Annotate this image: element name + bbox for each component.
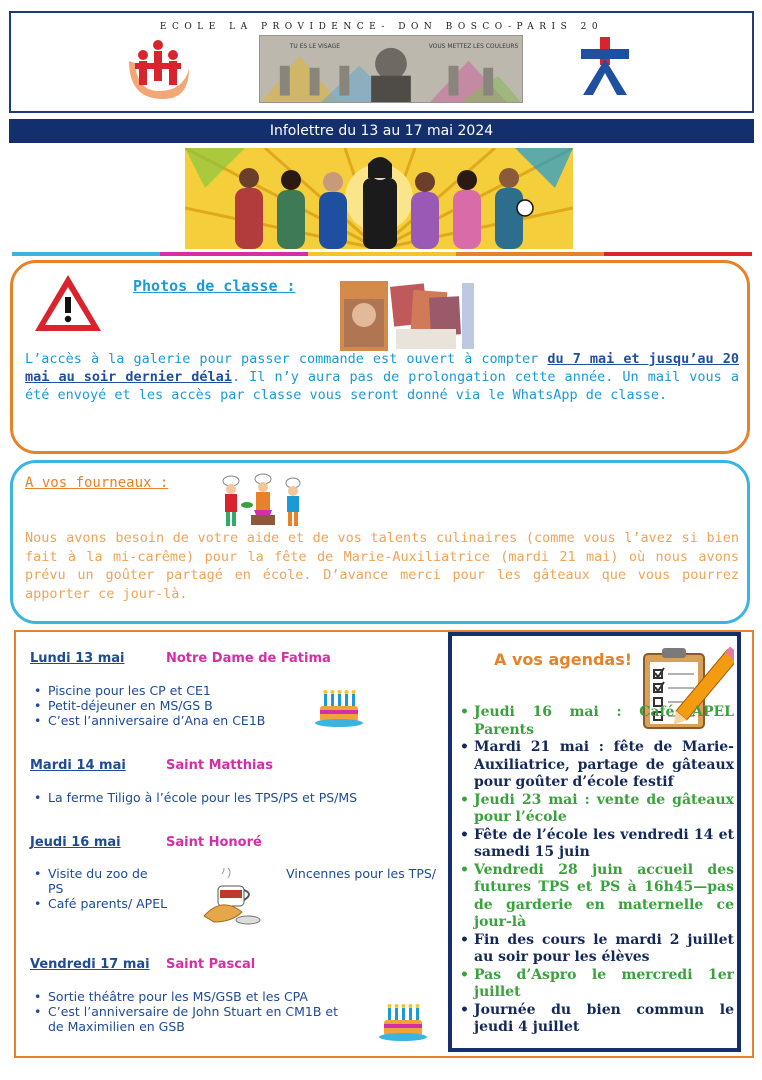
saint-monday: Notre Dame de Fatima bbox=[166, 651, 331, 666]
agenda-title: A vos agendas! bbox=[494, 650, 633, 669]
school-name: ECOLE LA PROVIDENCE- DON BOSCO-PARIS 20 bbox=[159, 22, 604, 32]
list-item: • Sortie théâtre pour les MS/GSB et les CPA bbox=[30, 989, 350, 1004]
week-panel bbox=[14, 630, 754, 1058]
agenda-box bbox=[448, 632, 741, 1052]
day-title-thursday: Jeudi 16 mai bbox=[30, 835, 121, 850]
cooking-text: Nous avons besoin de votre aide et de vos talents culinaires (comme vous l’avez si bien fait à la mi-carême) pour la fête de Marie-Auxiliatrice (mardi 21 mai) où nous avons prévu un goûter partagé en école. D’avance merci pour les gâteaux que vous pourrez apporter ce jour-là. bbox=[25, 530, 739, 602]
zoo-text-cont: PS bbox=[48, 881, 64, 896]
saint-tuesday: Saint Matthias bbox=[166, 758, 273, 773]
agenda-list bbox=[458, 704, 734, 1037]
zoo-text-right: Vincennes pour les TPS/ bbox=[286, 866, 436, 881]
photos-deadline: du 7 mai et jusqu’au 20 mai au soir dernier délai bbox=[25, 351, 740, 385]
agenda-item: • Vendredi 28 juin accueil des futures TPS et PS à 16h45—pas de garderie en maternelle ce jour-là bbox=[458, 862, 734, 932]
list-tuesday bbox=[30, 790, 440, 805]
agenda-item: • Mardi 21 mai : fête de Marie-Auxiliatrice, partage de gâteaux pour goûter d’école festif bbox=[458, 739, 734, 792]
list-item: • C’est l’anniversaire d’Ana en CE1B bbox=[30, 713, 430, 728]
cooking-section bbox=[10, 460, 750, 624]
agenda-item: • Pas d’Aspro le mercredi 1er juillet bbox=[458, 967, 734, 1002]
header bbox=[9, 11, 754, 113]
hero-illustration bbox=[185, 148, 573, 249]
saint-thursday: Saint Honoré bbox=[166, 835, 262, 850]
list-friday bbox=[30, 989, 350, 1034]
day-title-monday: Lundi 13 mai bbox=[30, 651, 125, 666]
cross-logo-icon bbox=[579, 35, 631, 97]
list-item: • Café parents/ APEL bbox=[30, 896, 436, 911]
don-bosco-mural-photo bbox=[259, 35, 523, 103]
day-title-friday: Vendredi 17 mai bbox=[30, 957, 150, 972]
agenda-item: • Fin des cours le mardi 2 juillet au soir pour les élèves bbox=[458, 932, 734, 967]
birthday-cake-icon bbox=[378, 1002, 428, 1042]
warning-icon bbox=[31, 271, 105, 335]
list-item: • C’est l’anniversaire de John Stuart en CM1B et de Maximilien en GSB bbox=[30, 1004, 350, 1034]
rainbow-divider bbox=[12, 252, 752, 256]
photos-text bbox=[25, 350, 739, 404]
agenda-item: • Jeudi 16 mai : Café APEL Parents bbox=[458, 704, 734, 739]
zoo-text-left: • Visite du zoo de bbox=[48, 866, 148, 881]
list-monday bbox=[30, 683, 430, 728]
photos-heading: Photos de classe : bbox=[133, 277, 296, 295]
list-item: • Piscine pour les CP et CE1 bbox=[30, 683, 430, 698]
agenda-item: • Journée du bien commun le jeudi 4 juillet bbox=[458, 1002, 734, 1037]
cooking-heading: A vos fourneaux : bbox=[25, 475, 169, 491]
photos-text-part1: L’accès à la galerie pour passer commande est ouvert à compter bbox=[25, 351, 548, 367]
coffee-croissant-icon bbox=[202, 868, 262, 928]
birthday-cake-icon bbox=[314, 688, 364, 728]
mural-text-left: TU ES LE VISAGE bbox=[289, 42, 340, 50]
list-item: • La ferme Tiligo à l’école pour les TPS/PS et PS/MS bbox=[30, 790, 440, 805]
kids-cooking-icon bbox=[211, 473, 311, 531]
agenda-item: • Fête de l’école les vendredi 14 et samedi 15 juin bbox=[458, 827, 734, 862]
day-title-tuesday: Mardi 14 mai bbox=[30, 758, 126, 773]
list-item: • Petit-déjeuner en MS/GS B bbox=[30, 698, 430, 713]
class-photos-image bbox=[338, 279, 478, 353]
mural-text-right: VOUS METTEZ LES COULEURS bbox=[428, 42, 519, 50]
photos-section bbox=[10, 260, 750, 454]
photos-text-part2: . Il n’y aura pas de prolongation cette année. Un mail vous a été envoyé et les accès par classe vous seront donné via le WhatsApp de classe. bbox=[25, 369, 739, 403]
saint-friday: Saint Pascal bbox=[166, 957, 256, 972]
agenda-item: • Jeudi 23 mai : vente de gâteaux pour l’école bbox=[458, 792, 734, 827]
newsletter-title-bar: Infolettre du 13 au 17 mai 2024 bbox=[9, 119, 754, 143]
salesian-logo-icon bbox=[123, 33, 193, 103]
